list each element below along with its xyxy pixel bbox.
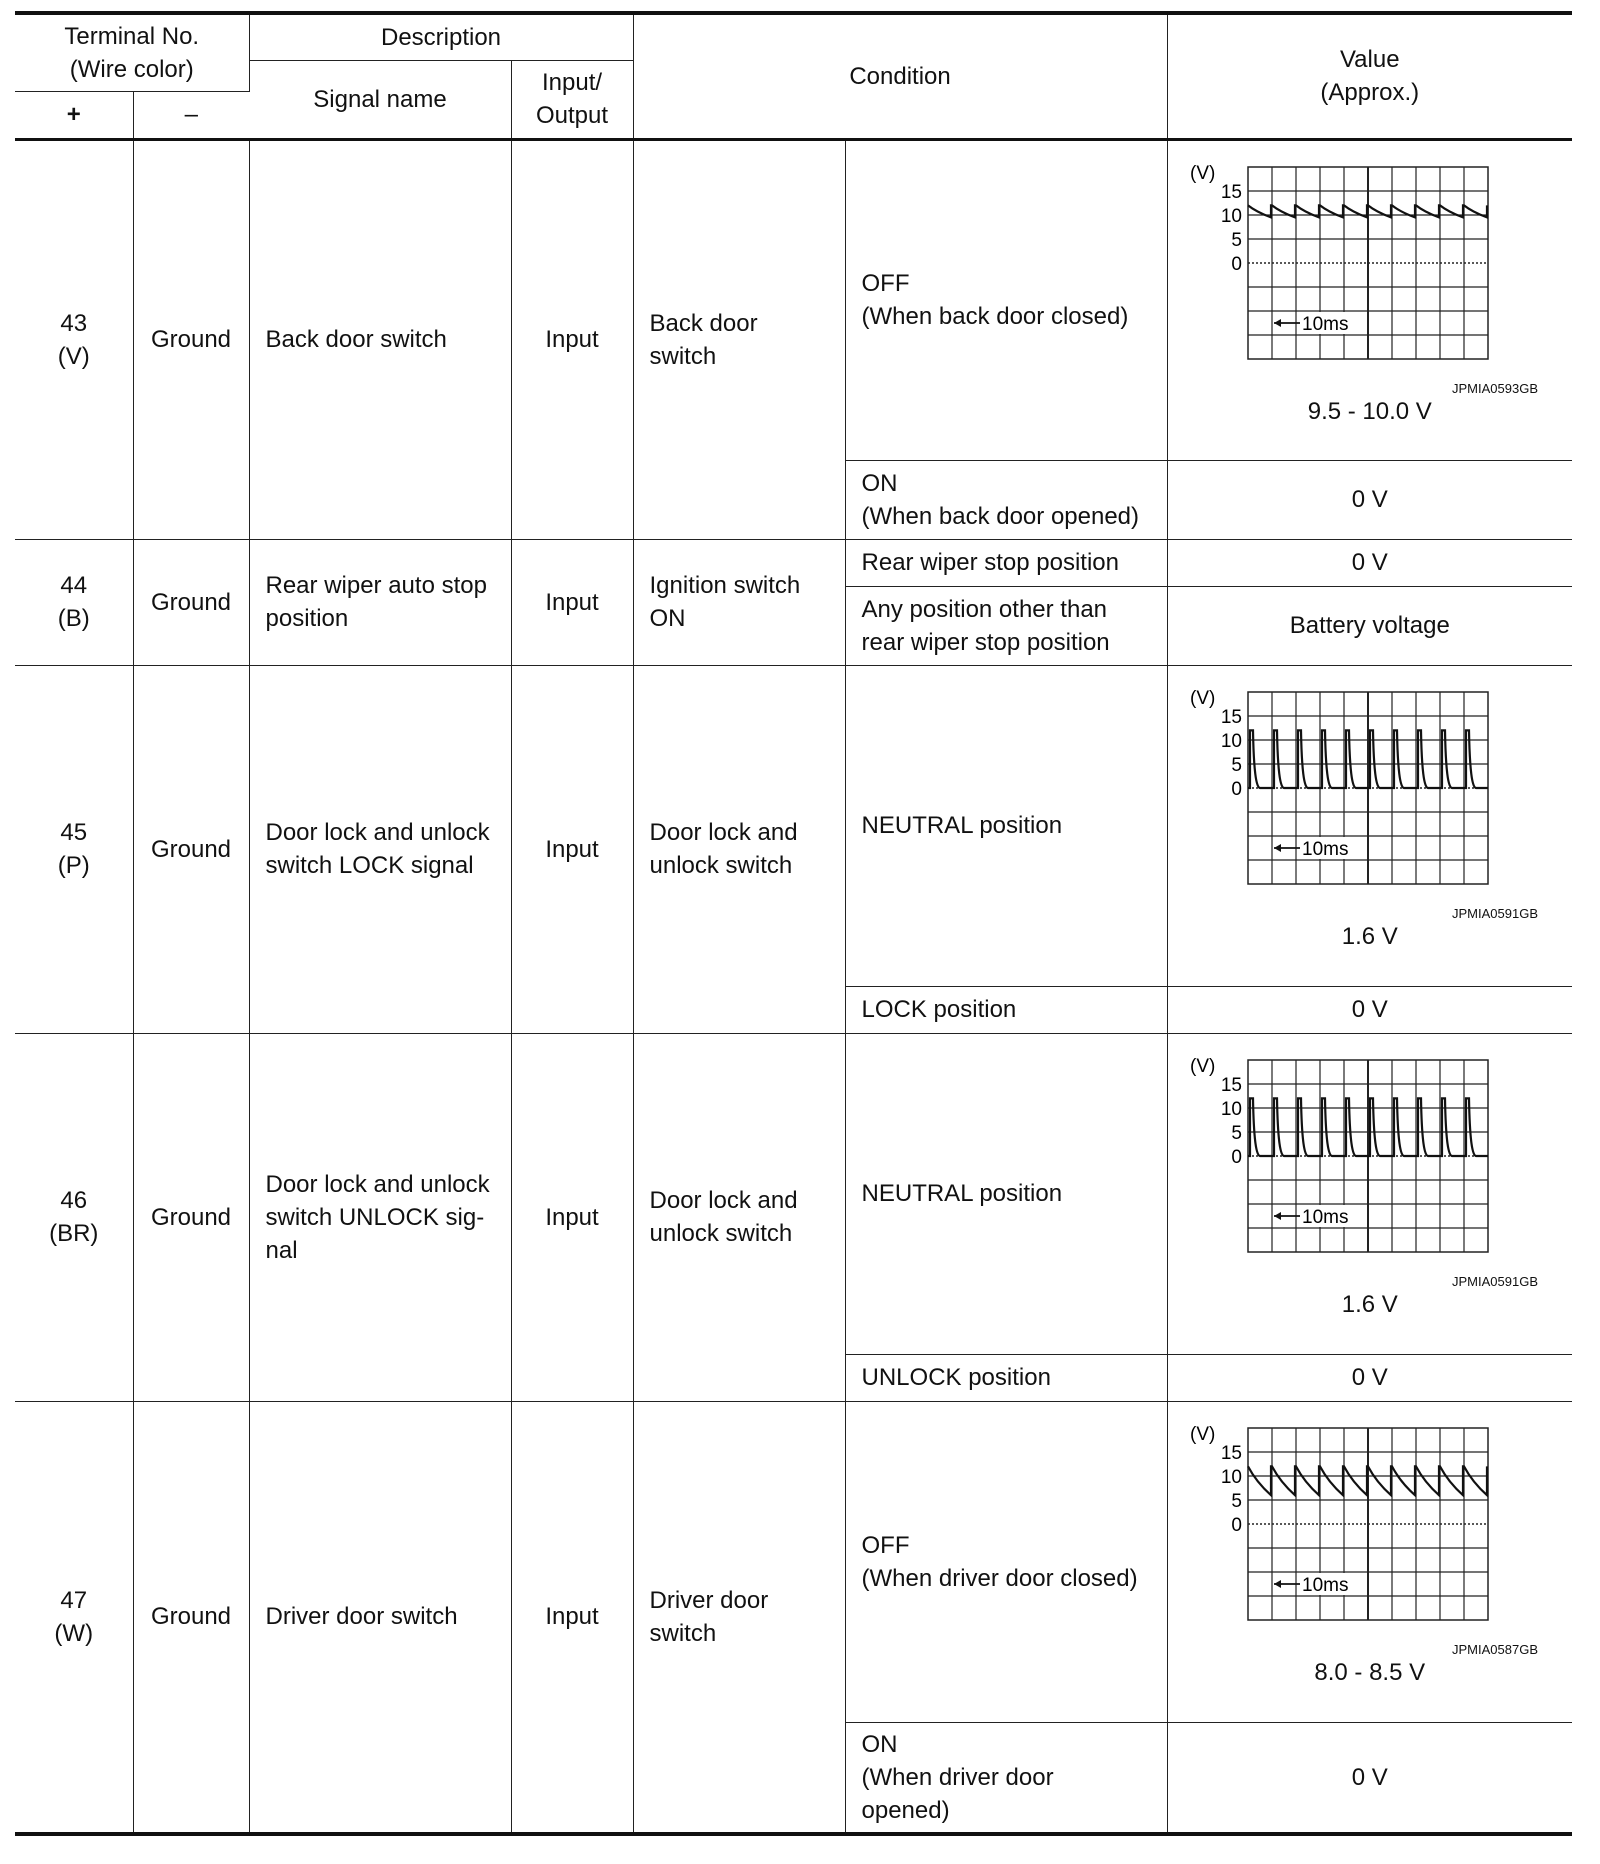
condition-main-line: Driver door (649, 1586, 769, 1614)
terminal-plus-cell (15, 139, 133, 539)
signal-name-line: Back door switch (265, 326, 447, 353)
waveform-y-unit: (V) (1189, 1055, 1216, 1077)
signal-name-cell (249, 139, 511, 539)
wire-color: (P) (57, 852, 90, 879)
signal-name-cell (249, 1033, 511, 1401)
terminal-minus-cell: Ground (133, 665, 249, 1033)
condition-sub-line: LOCK position (861, 996, 1017, 1023)
figure-code: JPMIA0591GB (1452, 905, 1539, 921)
signal-name-line: Driver door switch (265, 1603, 458, 1631)
time-scale-label: 10ms (1301, 1574, 1349, 1596)
condition-main-cell (633, 1033, 845, 1401)
signal-name-cell (249, 539, 511, 665)
terminal-table-container (15, 11, 1572, 1836)
waveform-y-unit: (V) (1189, 687, 1216, 709)
table-row (15, 539, 1572, 586)
waveform-y-unit: (V) (1189, 1423, 1216, 1445)
value-cell: 0 V (1167, 1354, 1572, 1401)
wire-color: (B) (57, 605, 90, 632)
condition-sub-cell (845, 586, 1167, 665)
condition-sub-line: OFF (861, 1531, 910, 1559)
condition-main-cell (633, 539, 845, 665)
waveform-y-tick: 5 (1231, 754, 1242, 776)
value-cell: 0 V (1167, 1722, 1572, 1834)
condition-main-line: ON (649, 605, 686, 632)
value-text: 9.5 - 10.0 V (1307, 397, 1432, 425)
condition-sub-line: ON (861, 1730, 898, 1758)
value-cell: 0 V (1167, 460, 1572, 539)
condition-main-line: switch (649, 1619, 717, 1647)
terminal-plus-cell (15, 1401, 133, 1834)
value-cell: 0 V (1167, 539, 1572, 586)
terminal-plus-cell (15, 1033, 133, 1401)
value-cell (1167, 1033, 1572, 1354)
terminal-minus-cell: Ground (133, 1033, 249, 1401)
value-text: 1.6 V (1341, 922, 1398, 950)
condition-sub-cell (845, 539, 1167, 586)
figure-code: JPMIA0587GB (1452, 1641, 1539, 1657)
condition-main-line: Door lock and (649, 819, 798, 846)
time-scale-arrowhead (1274, 1580, 1281, 1588)
condition-sub-line: (When back door closed) (861, 303, 1129, 330)
waveform-y-tick: 15 (1220, 181, 1242, 203)
terminal-minus-cell: Ground (133, 1401, 249, 1834)
signal-name-header: Signal name (249, 60, 511, 139)
condition-sub-cell (845, 1401, 1167, 1722)
signal-name-line: switch UNLOCK sig- (265, 1203, 485, 1231)
condition-sub-line: NEUTRAL position (861, 812, 1063, 839)
waveform-y-tick: 15 (1220, 1074, 1242, 1096)
terminal-number: 44 (60, 572, 88, 599)
waveform-y-tick: 0 (1231, 1514, 1242, 1536)
signal-name-cell (249, 1401, 511, 1834)
value-label: Value (1339, 46, 1400, 74)
terminal-minus-cell: Ground (133, 539, 249, 665)
waveform-graph (1190, 157, 1550, 379)
description-header: Description (249, 13, 633, 60)
waveform-y-tick: 0 (1231, 778, 1242, 800)
wire-color: (BR) (49, 1220, 99, 1247)
waveform-y-unit: (V) (1189, 162, 1216, 184)
terminal-minus-cell: Ground (133, 139, 249, 539)
approx-label: (Approx.) (1320, 79, 1420, 107)
table-row (15, 139, 1572, 460)
input-output-cell: Input (511, 1033, 633, 1401)
waveform-graph (1190, 682, 1550, 904)
input-output-cell: Input (511, 665, 633, 1033)
time-scale-label: 10ms (1301, 838, 1349, 860)
condition-sub-line: ON (861, 469, 898, 497)
condition-header: Condition (633, 13, 1167, 139)
table-row (15, 1401, 1572, 1722)
terminal-number: 43 (60, 309, 88, 337)
condition-sub-line: Rear wiper stop position (861, 549, 1119, 576)
table-row (15, 665, 1572, 986)
wire-color: (W) (54, 1619, 94, 1647)
signal-name-line: Door lock and unlock (265, 1170, 490, 1198)
condition-main-line: unlock switch (649, 1220, 793, 1247)
condition-main-line: Ignition switch (649, 572, 801, 599)
minus-header: – (133, 91, 249, 139)
condition-sub-cell (845, 139, 1167, 460)
waveform-graph (1190, 1050, 1550, 1272)
condition-sub-cell (845, 1722, 1167, 1834)
condition-sub-line: UNLOCK position (861, 1364, 1051, 1391)
value-cell: Battery voltage (1167, 586, 1572, 665)
waveform-signal (1248, 1466, 1487, 1495)
terminal-plus-cell (15, 539, 133, 665)
waveform-y-tick: 15 (1220, 1442, 1242, 1464)
value-cell (1167, 139, 1572, 460)
terminal-number: 46 (60, 1187, 88, 1214)
figure-code: JPMIA0591GB (1452, 1273, 1539, 1289)
time-scale-arrowhead (1274, 844, 1281, 852)
condition-sub-line: opened) (861, 1796, 950, 1824)
condition-sub-line: NEUTRAL position (861, 1180, 1063, 1207)
terminal-no-header (15, 13, 249, 91)
figure-code: JPMIA0593GB (1452, 380, 1539, 396)
value-text: 8.0 - 8.5 V (1314, 1658, 1426, 1686)
condition-sub-line: (When driver door closed) (861, 1564, 1138, 1592)
input-output-header (511, 60, 633, 139)
wire-color: (V) (57, 342, 90, 370)
condition-sub-cell (845, 1033, 1167, 1354)
terminal-table (15, 11, 1572, 1836)
waveform-y-tick: 5 (1231, 1490, 1242, 1512)
condition-main-line: Back door (649, 309, 758, 337)
table-row (15, 1033, 1572, 1354)
waveform-y-tick: 0 (1231, 1146, 1242, 1168)
condition-sub-line: OFF (861, 270, 910, 297)
condition-sub-line: Any position other than (861, 595, 1108, 623)
signal-name-line: Door lock and unlock (265, 819, 490, 846)
value-cell: 0 V (1167, 986, 1572, 1033)
time-scale-arrowhead (1274, 1212, 1281, 1220)
condition-main-cell (633, 139, 845, 539)
value-text: 1.6 V (1341, 1290, 1398, 1318)
waveform-y-tick: 10 (1220, 1098, 1242, 1120)
waveform-y-tick: 15 (1220, 706, 1242, 728)
input-output-cell: Input (511, 1401, 633, 1834)
signal-name-line: Rear wiper auto stop (265, 572, 487, 599)
condition-sub-line: rear wiper stop position (861, 628, 1110, 656)
condition-main-line: switch (649, 342, 717, 370)
signal-name-line: switch LOCK signal (265, 852, 474, 879)
input-output-cell: Input (511, 139, 633, 539)
input-output-label-1: Input/ (541, 69, 603, 96)
waveform-y-tick: 10 (1220, 1466, 1242, 1488)
condition-sub-cell (845, 986, 1167, 1033)
time-scale-arrowhead (1274, 319, 1281, 327)
condition-main-cell (633, 1401, 845, 1834)
condition-main-cell (633, 665, 845, 1033)
condition-sub-cell (845, 1354, 1167, 1401)
waveform-graph (1190, 1418, 1550, 1640)
terminal-no-label: Terminal No. (64, 22, 200, 50)
input-output-cell: Input (511, 539, 633, 665)
waveform-y-tick: 10 (1220, 730, 1242, 752)
waveform-y-tick: 10 (1220, 205, 1242, 227)
signal-name-cell (249, 665, 511, 1033)
waveform-y-tick: 0 (1231, 253, 1242, 275)
condition-sub-cell (845, 665, 1167, 986)
condition-sub-cell (845, 460, 1167, 539)
time-scale-label: 10ms (1301, 1206, 1349, 1228)
value-header (1167, 13, 1572, 139)
terminal-plus-cell (15, 665, 133, 1033)
waveform-y-tick: 5 (1231, 1122, 1242, 1144)
signal-name-line: nal (265, 1236, 298, 1264)
condition-sub-line: (When driver door (861, 1763, 1054, 1791)
wire-color-label: (Wire color) (69, 55, 194, 83)
input-output-label-2: Output (535, 102, 609, 129)
condition-main-line: unlock switch (649, 852, 793, 879)
value-cell (1167, 665, 1572, 986)
plus-header: + (15, 91, 133, 139)
value-cell (1167, 1401, 1572, 1722)
condition-sub-line: (When back door opened) (861, 502, 1140, 530)
time-scale-label: 10ms (1301, 313, 1349, 335)
terminal-number: 45 (60, 819, 88, 846)
terminal-number: 47 (60, 1586, 88, 1614)
signal-name-line: position (265, 605, 349, 632)
waveform-y-tick: 5 (1231, 229, 1242, 251)
condition-main-line: Door lock and (649, 1187, 798, 1214)
